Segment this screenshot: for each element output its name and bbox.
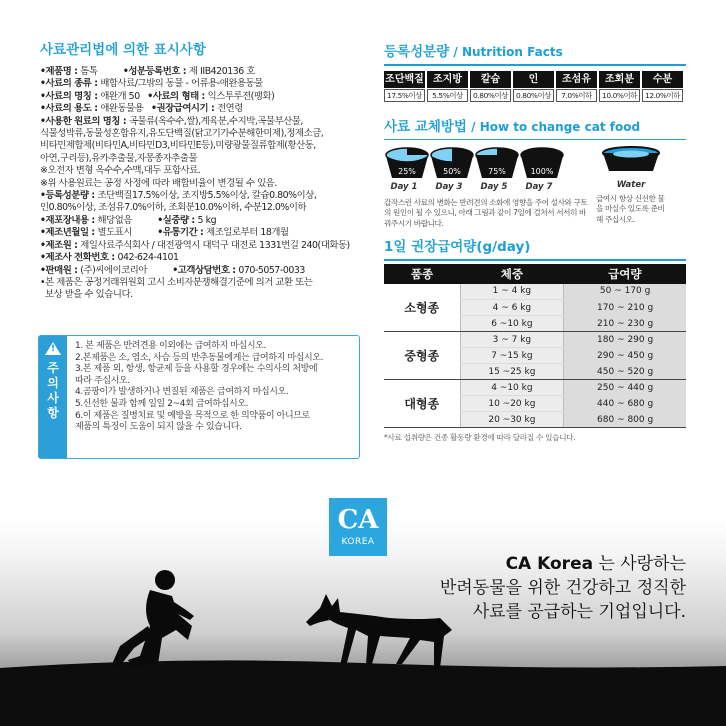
ca-korea-logo bbox=[329, 498, 387, 556]
info-label: •사료의 형태 : bbox=[147, 90, 208, 102]
caution-item: 5.신선한 물과 함께 일일 2~4회 급여하십시오. bbox=[75, 398, 249, 409]
food-bowl-icon bbox=[519, 145, 565, 181]
weight-range: 6 ~10 kg bbox=[460, 316, 564, 332]
info-label: •판매원 : bbox=[40, 264, 81, 276]
info-value: 애완개 50 bbox=[100, 90, 148, 102]
nutrition-name: 수분 bbox=[642, 71, 683, 88]
nutrition-title-en: / Nutrition Facts bbox=[449, 45, 563, 59]
nutrition-cell bbox=[642, 71, 683, 102]
info-value: 아연,구리등),유카추출물,자몽종자추출물 bbox=[40, 152, 198, 164]
change-title-ko: 사료 교체방법 bbox=[384, 118, 467, 135]
info-line bbox=[40, 91, 362, 103]
feed-amount: 180 ~ 290 g bbox=[564, 332, 686, 348]
nutrition-table bbox=[384, 71, 686, 102]
info-value: 5 kg bbox=[197, 214, 217, 226]
info-label: •사료의 명칭 : bbox=[40, 90, 101, 102]
nutrition-name: 조지방 bbox=[427, 71, 468, 88]
weight-range: 20 ~30 kg bbox=[460, 412, 564, 428]
feed-amount: 450 ~ 520 g bbox=[564, 364, 686, 380]
info-line bbox=[40, 165, 362, 177]
bowl-step bbox=[519, 145, 559, 192]
divider bbox=[384, 139, 686, 141]
info-line bbox=[40, 103, 362, 115]
info-line bbox=[40, 215, 362, 227]
nutrition-name: 칼슘 bbox=[470, 71, 511, 88]
weight-range: 10 ~20 kg bbox=[460, 396, 564, 412]
weight-range: 3 ~ 7 kg bbox=[460, 332, 564, 348]
nutrition-title bbox=[384, 40, 686, 60]
caution-item: 3.본 제품 외, 항생, 항균제 등을 사용할 경우에는 수의사의 처방에 bbox=[75, 364, 318, 375]
caution-item: 제품의 특징이 도움이 되지 않을 수 있습니다. bbox=[75, 422, 242, 433]
logo-subtext: KOREA bbox=[341, 537, 375, 547]
bowl-day: Day 1 bbox=[390, 182, 418, 192]
water-guide bbox=[596, 145, 666, 229]
info-label: •제조원 : bbox=[40, 239, 81, 251]
info-label: •사용한 원료의 명칭 : bbox=[40, 115, 129, 127]
change-title-en: / How to change cat food bbox=[466, 119, 641, 134]
breed-size: 대형종 bbox=[384, 380, 460, 428]
change-steps bbox=[384, 145, 588, 229]
info-line bbox=[40, 178, 362, 190]
slogan-brand: CA Korea bbox=[505, 554, 594, 574]
change-description: 갑작스런 사료의 변화는 반려견의 소화에 영향을 주어 설사와 구토의 원인이 될 수 있으니, 아래 그림과 같이 7일에 걸쳐서 서서히 바꿔주시기 바랍니다. bbox=[384, 198, 588, 228]
info-value: 제일사료주식회사 / 대전광역시 대덕구 대전로 1331번길 240(대화동) bbox=[80, 239, 350, 251]
info-value: 곡물류(옥수수,쌀),계육분,수지박,곡물부산물, bbox=[128, 115, 303, 127]
logo-text: CA bbox=[337, 505, 379, 535]
info-line bbox=[40, 252, 362, 264]
weight-range: 4 ~10 kg bbox=[460, 380, 564, 396]
table-row bbox=[384, 380, 686, 396]
info-line bbox=[40, 202, 362, 214]
nutrition-name: 인 bbox=[513, 71, 554, 88]
label-section bbox=[40, 38, 362, 302]
info-line bbox=[40, 190, 362, 202]
info-line bbox=[40, 128, 362, 140]
bowl-steps bbox=[384, 145, 588, 192]
info-line bbox=[40, 78, 362, 90]
info-label: •제조사 전화번호 : bbox=[40, 252, 118, 264]
caution-item: 4.곰팡이가 발생하거나 변질된 제품은 급여하지 마십시오. bbox=[75, 387, 289, 398]
info-line bbox=[40, 66, 362, 78]
info-label: •등록성분량 : bbox=[40, 190, 98, 202]
info-line bbox=[40, 140, 362, 152]
feed-amount: 210 ~ 230 g bbox=[564, 316, 686, 332]
info-label: •사료의 종류 : bbox=[40, 78, 101, 90]
info-value: ※오전자 변형 옥수수,수맥,대두 포함사료. bbox=[40, 165, 201, 177]
caution-sidebar bbox=[39, 336, 67, 458]
food-bowl-icon bbox=[384, 145, 430, 181]
weight-range: 4 ~ 6 kg bbox=[460, 300, 564, 316]
label-title: 사료관리법에 의한 표시사항 bbox=[40, 42, 206, 58]
feed-amount: 170 ~ 210 g bbox=[564, 300, 686, 316]
slogan-line-1 bbox=[440, 552, 686, 576]
header-amount: 급여량 bbox=[564, 264, 686, 284]
dog-silhouette bbox=[306, 594, 452, 668]
info-value: 톰톡 bbox=[80, 66, 123, 77]
bowl-percent: 50% bbox=[443, 167, 461, 176]
info-value: 제 IIB420136 호 bbox=[188, 66, 255, 77]
water-bowl-icon bbox=[599, 145, 663, 175]
info-value: 식물성박류,동물성혼합유지,유도단백질(닭고기가수분해한미제),정제소금, bbox=[40, 128, 324, 140]
nutrition-cell bbox=[427, 71, 468, 102]
nutrition-cell bbox=[599, 71, 640, 102]
info-label: •성분등록번호 : bbox=[122, 66, 189, 77]
nutrition-value: 12.0%이하 bbox=[642, 89, 683, 102]
info-value: 익스투루젼(팽화) bbox=[207, 90, 275, 102]
feed-amount: 680 ~ 800 g bbox=[564, 412, 686, 428]
breed-size: 중형종 bbox=[384, 332, 460, 380]
food-bowl-icon bbox=[429, 145, 475, 181]
nutrition-name: 조섬유 bbox=[556, 71, 597, 88]
info-label: •고객상담번호 : bbox=[172, 264, 239, 276]
change-guide bbox=[384, 145, 686, 229]
caution-char: 사 bbox=[47, 391, 59, 405]
info-label: •유통기간 : bbox=[157, 227, 207, 239]
header-breed: 품종 bbox=[384, 264, 460, 284]
warning-icon: ! bbox=[45, 342, 61, 355]
table-row bbox=[384, 332, 686, 348]
slogan-text-1: 는 사랑하는 bbox=[593, 554, 686, 574]
nutrition-value: 5.5%이상 bbox=[427, 89, 468, 102]
change-title bbox=[384, 115, 686, 135]
nutrition-name: 조단백질 bbox=[384, 71, 425, 88]
feed-amount: 50 ~ 170 g bbox=[564, 284, 686, 300]
right-column bbox=[384, 40, 686, 443]
caution-item: 2.본제품은 소, 염소, 사슴 등의 반추동물에게는 급여하지 마십시오. bbox=[75, 352, 324, 363]
caution-char: 주 bbox=[47, 361, 59, 375]
bowl-percent: 25% bbox=[398, 167, 416, 176]
feeding-table bbox=[384, 264, 686, 429]
bowl-step bbox=[429, 145, 469, 192]
nutrition-cell bbox=[384, 71, 425, 102]
nutrition-cell bbox=[513, 71, 554, 102]
info-label: •사료의 용도 : bbox=[40, 103, 101, 115]
info-label: •권장급여시기 : bbox=[150, 103, 218, 115]
person-silhouette bbox=[112, 570, 194, 666]
info-value: 해당없음 bbox=[97, 214, 158, 226]
info-value: •본 제품은 공정거래위원회 고시 소비자분쟁해결기준에 의거 교환 또는 bbox=[40, 276, 313, 288]
info-value: 070-5057-0033 bbox=[238, 264, 305, 276]
header-weight: 체중 bbox=[460, 264, 564, 284]
bowl-percent: 75% bbox=[488, 167, 506, 176]
feed-amount: 250 ~ 440 g bbox=[564, 380, 686, 396]
nutrition-title-ko: 등록성분량 bbox=[384, 44, 450, 60]
info-value: 별도표시 bbox=[97, 227, 158, 239]
divider bbox=[384, 64, 686, 66]
weight-range: 1 ~ 4 kg bbox=[460, 284, 564, 300]
info-line bbox=[40, 153, 362, 165]
slogan-line-2: 반려동물을 위한 건강하고 정직한 bbox=[439, 578, 686, 598]
feed-amount: 290 ~ 450 g bbox=[564, 348, 686, 364]
info-line bbox=[40, 265, 362, 277]
info-line bbox=[40, 289, 362, 301]
water-label: Water bbox=[616, 180, 646, 190]
breed-size: 소형종 bbox=[384, 284, 460, 332]
bowl-day: Day 7 bbox=[525, 182, 553, 192]
info-label: •실중량 : bbox=[157, 214, 198, 226]
info-line bbox=[40, 116, 362, 128]
label-info bbox=[40, 66, 362, 302]
info-value: ※위 사용원료는 공정 사정에 따라 배합비율이 변경될 수 있음. bbox=[40, 177, 277, 189]
info-value: 전연령 bbox=[217, 103, 243, 115]
feeding-title: 1일 권장급여량(g/day) bbox=[384, 239, 531, 256]
feeding-header-row bbox=[384, 264, 686, 284]
info-value: 제조일로부터 18개월 bbox=[206, 227, 289, 239]
caution-box bbox=[38, 335, 360, 459]
nutrition-value: 17.5%이상 bbox=[384, 89, 425, 102]
bowl-step bbox=[384, 145, 424, 192]
info-label: •제조년월일 : bbox=[40, 227, 98, 239]
info-label: •제품명 : bbox=[40, 66, 81, 77]
table-row bbox=[384, 284, 686, 300]
info-value: 조단백질17.5%이상, 조지방5.5%이상, 칼슘0.80%이상, bbox=[97, 190, 317, 202]
bowl-percent: 100% bbox=[530, 167, 554, 176]
info-value: 배합사료/그밖의 동물 - 어류용-애완용동물 bbox=[100, 78, 263, 90]
weight-range: 15 ~25 kg bbox=[460, 364, 564, 380]
nutrition-cell bbox=[470, 71, 511, 102]
info-value: 보상 받을 수 있습니다. bbox=[40, 289, 133, 301]
nutrition-value: 0.80%이상 bbox=[513, 89, 554, 102]
bowl-step bbox=[474, 145, 514, 192]
food-bowl-icon bbox=[474, 145, 520, 181]
info-label: •재포장내용 : bbox=[40, 214, 98, 226]
info-line bbox=[40, 227, 362, 239]
caution-item: 따라 주십시오. bbox=[75, 375, 130, 386]
weight-range: 7 ~15 kg bbox=[460, 348, 564, 364]
nutrition-value: 10.0%이하 bbox=[599, 89, 640, 102]
info-line bbox=[40, 277, 362, 289]
caution-list bbox=[67, 336, 329, 458]
nutrition-cell bbox=[556, 71, 597, 102]
slogan-line-3: 사료를 공급하는 기업입니다. bbox=[472, 602, 686, 622]
info-line bbox=[40, 240, 362, 252]
info-value: 애완동물용 bbox=[100, 103, 151, 115]
info-value: (주)씨에이코리아 bbox=[80, 264, 173, 276]
caution-char: 항 bbox=[47, 406, 59, 420]
bowl-day: Day 5 bbox=[480, 182, 508, 192]
nutrition-value: 7.0%이하 bbox=[556, 89, 597, 102]
nutrition-value: 0.80%이상 bbox=[470, 89, 511, 102]
info-value: 인0.80%이상, 조섬유7.0%이하, 조회분10.0%이하, 수분12.0%이하 bbox=[40, 202, 307, 214]
water-description: 급여시 항상 신선한 물을 마실수 있도록 준비해 주십시오. bbox=[596, 194, 665, 224]
caution-item: 6.이 제품은 질병치료 및 예방을 목적으로 한 의약품이 아니므로 bbox=[75, 410, 310, 421]
info-value: 042-624-4101 bbox=[117, 252, 179, 264]
caution-item: 1. 본 제품은 반려견용 이외에는 급여하지 마십시오. bbox=[75, 341, 266, 351]
feeding-note: *사료 섭취량은 건종 활동량 환경에 따라 달라질 수 있습니다. bbox=[384, 433, 576, 443]
brand-slogan bbox=[440, 552, 686, 624]
bowl-day: Day 3 bbox=[435, 182, 463, 192]
nutrition-name: 조회분 bbox=[599, 71, 640, 88]
info-value: 비타민제합제(비타민A,비타민D3,비타민E등),미량광물질류합제(황산동, bbox=[40, 140, 316, 152]
caution-char: 의 bbox=[47, 376, 59, 390]
divider bbox=[384, 259, 686, 261]
feed-amount: 440 ~ 680 g bbox=[564, 396, 686, 412]
